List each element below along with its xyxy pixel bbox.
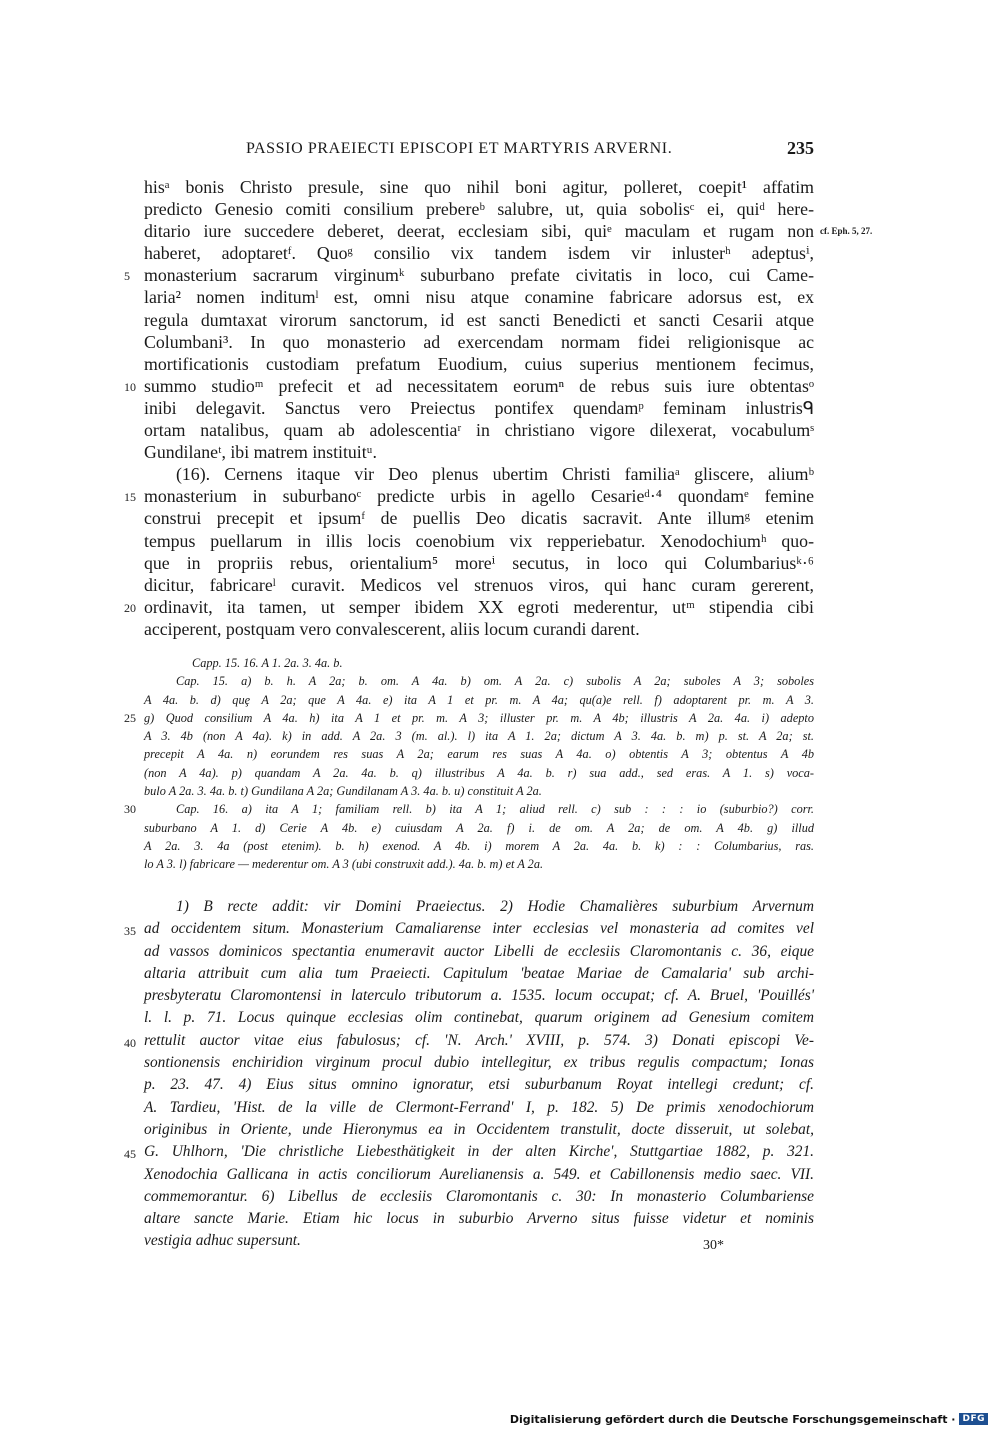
line-text: 1) B recte addit: vir Domini Praeiectus. 2) Hodie Chamalières suburbium Arvernum: [176, 898, 814, 915]
footnote-line: [144, 1007, 814, 1029]
text-line: [144, 463, 814, 485]
line-text: suburbano A 1. d) Cerie A 4b. e) cuiusdam A 2a. f) i. de om. A 2a; de om. A 4b. g) illud: [144, 820, 814, 835]
footnote-line: [144, 896, 814, 918]
line-text: g) Quod consilium A 4a. h) ita A 1 et pr. m. A 3; illuster pr. m. A 4b; illustris A 2a. 4a. i) adepto: [144, 710, 814, 725]
line-text: ad occidentem situm. Monasterium Camaliarense inter ecclesias vel monasteria ad comites vel: [144, 920, 814, 938]
line-text: laria² nomen inditumˡ est, omni nisu atque conamine fabricare adorsus est, ex: [144, 287, 814, 308]
line-text: acciperent, postquam vero convalescerent, aliis locum curandi darent.: [144, 618, 640, 639]
line-text: construi precepit et ipsumᶠ de puellis Deo dicatis sacravit. Ante illumᵍ etenim: [144, 508, 814, 529]
line-text: Cap. 16. a) ita A 1; familiam rell. b) ita A 1; aliud rell. c) sub : : : io (suburbio?) corr.: [176, 802, 814, 817]
line-text: ordinavit, ita tamen, ut semper ibidem XX egroti mederentur, utᵐ stipendia cibi: [144, 596, 814, 617]
apparatus-line: [144, 654, 814, 672]
text-line: [144, 309, 814, 331]
text-line: [144, 618, 814, 640]
line-text: ortam natalibus, quam ab adolescentiaʳ in christiano vigore dilexerat, vocabulumˢ: [144, 420, 814, 441]
line-number: 5: [124, 269, 130, 284]
line-text: l. l. p. 71. Locus quinque ecclesias olim continebat, quarum originem ad Genesium comitem: [144, 1009, 814, 1027]
signature-mark: 30*: [703, 1238, 724, 1253]
line-text: originibus in Oriente, unde Hieronymus ea in Occidentem transtulit, docte disseruit, ut solebat,: [144, 1120, 814, 1138]
line-text: ad vassos dominicos spectantia enumeravit auctor Libelli de ecclesiis Claromontanis c. 36, eique: [144, 942, 814, 960]
line-text: vestigia adhuc supersunt.: [144, 1232, 301, 1250]
text-line: [144, 441, 814, 463]
apparatus-line: [144, 691, 814, 709]
line-text: precepit A 4a. n) eorundem res suas A 2a; earum res suas A 4a. o) obtentis A 3; obtentus A 4b: [144, 747, 814, 762]
text-line: [144, 552, 814, 574]
running-title: PASSIO PRAEIECTI EPISCOPI ET MARTYRIS ARVERNI.: [246, 140, 673, 157]
line-text: p. 23. 47. 4) Eius situs omnino ignoratur, etsi suburbanum Royat intellegi credunt; cf.: [144, 1076, 814, 1094]
line-text: (16). Cernens itaque vir Deo plenus ubertim Christi familiaᵃ gliscere, aliumᵇ: [176, 464, 814, 485]
line-text: Gundilaneᵗ, ibi matrem instituitᵘ.: [144, 442, 377, 463]
line-number: 25: [124, 710, 136, 725]
footnote-line: [144, 1208, 814, 1230]
text-line: [144, 198, 814, 220]
dfg-logo: DFG: [959, 1413, 988, 1425]
apparatus-line: [144, 672, 814, 690]
line-number: 20: [124, 600, 136, 615]
line-text: ditario iure succedere deberet, deerat, ecclesiam sibi, quiᵉ maculam et rugam non: [144, 221, 814, 242]
line-text: G. Uhlhorn, 'Die christliche Liebesthätigkeit in der alten Kirche', Stuttgartiae 1882, p. 321.: [144, 1143, 814, 1161]
apparatus-line: [144, 745, 814, 763]
apparatus-line: [144, 782, 814, 800]
line-text: sontionensis enchiridion virginum procul dubio intellegitur, ex tribus regulis compactum; Ionas: [144, 1054, 814, 1072]
footnote-line: [144, 985, 814, 1007]
line-text: inibi delegavit. Sanctus vero Preiectus pontifex quendamᵖ feminam inlustrisᑫ: [144, 397, 814, 418]
line-text: haberet, adoptaretᶠ. Quoᵍ consilio vix tandem isdem vir inlusterʰ adeptusⁱ,: [144, 243, 814, 264]
main-text: [124, 176, 873, 640]
apparatus-line: [124, 709, 814, 727]
line-text: monasterium sacrarum virginumᵏ suburbano prefate civitatis in loco, cui Came-: [144, 265, 814, 286]
marginal-reference: cf. Eph. 5, 27.: [820, 226, 873, 237]
apparatus-line: [144, 764, 814, 782]
footnote-line: [144, 1119, 814, 1141]
line-text: predicto Genesio comiti consilium prebereᵇ salubre, ut, quia sobolisᶜ ei, quiᵈ here-: [144, 199, 814, 220]
text-line: [124, 596, 814, 618]
line-text: commemorantur. 6) Libellus de ecclesiis Claromontanis c. 30: In monasterio Columbariense: [144, 1187, 814, 1205]
text-line: [144, 220, 873, 242]
line-text: summo studioᵐ prefecit et ad necessitatem eorumⁿ de rebus suis iure obtentasᵒ: [144, 375, 814, 396]
apparatus-line: [144, 727, 814, 745]
credit-text: Digitalisierung gefördert durch die Deutsche Forschungsgemeinschaft ·: [509, 1412, 956, 1426]
line-text: A 4a. b. d) quȩ A 2a; que A 4a. e) ita A 1 et pr. m. A 4a; qu(a)e rell. f) adoptarent pr. m. A 3.: [144, 692, 814, 707]
text-line: [144, 242, 814, 264]
line-text: regula dumtaxat virorum sanctorum, id est sancti Benedicti et sancti Cesarii atque: [144, 309, 814, 330]
footnote-line: [144, 1164, 814, 1186]
apparatus-line: [124, 800, 814, 818]
text-line: [124, 375, 814, 397]
digitization-credit: [510, 1411, 988, 1427]
line-text: altaria attribuit cum alia tum Praeiecti. Capitulum 'beatae Mariae de Camalaria' sub archi-: [144, 964, 814, 982]
text-line: [144, 176, 814, 198]
text-line: [144, 397, 814, 419]
line-text: (non A 4a). p) quandam A 2a. 4a. b. q) illustribus A 4a. b. r) sua add., sed eras. A 1. s) voca-: [144, 765, 814, 780]
text-line: [144, 507, 814, 529]
line-text: que in propriis rebus, orientalium⁵ moreⁱ secutus, in loco qui Columbariusᵏ·⁶: [144, 552, 814, 573]
line-text: hisᵃ bonis Christo presule, sine quo nihil boni agitur, polleret, coepit¹ affatim: [144, 177, 814, 197]
text-line: [124, 264, 814, 286]
line-number: 15: [124, 490, 136, 505]
line-text: Capp. 15. 16. A 1. 2a. 3. 4a. b.: [192, 656, 343, 670]
footnote-line: [144, 963, 814, 985]
text-line: [144, 574, 814, 596]
line-number: 35: [124, 924, 136, 939]
footnote-line: [124, 1030, 814, 1052]
text-line: [144, 331, 814, 353]
line-text: Columbani³. In quo monasterio ad exercendam normam fidei religionisque ac: [144, 331, 814, 352]
apparatus-line: [144, 855, 814, 873]
line-text: Xenodochia Gallicana in actis conciliorum Aurelianensis a. 549. et Cabillonensis medio saec. VII.: [144, 1165, 814, 1183]
running-head: [144, 138, 814, 162]
line-text: altare sancte Marie. Etiam hic locus in suburbio Arverno situs fuisse videtur et nominis: [144, 1210, 814, 1228]
line-text: mortificationis custodiam prefatum Euodium, cuius superius mentionem fecimus,: [144, 353, 814, 374]
footnote-line: [144, 1074, 814, 1096]
text-line: [144, 286, 814, 308]
line-text: tempus puellarum in illis locis coenobium vix repperiebatur. Xenodochiumʰ quo-: [144, 530, 814, 551]
page-number: 235: [787, 138, 814, 158]
line-text: monasterium in suburbanoᶜ predicte urbis in agello Cesarieᵈ·⁴ quondamᵉ femine: [144, 486, 814, 507]
line-text: lo A 3. l) fabricare — mederentur om. A 3 (ubi construxit add.). 4a. b. m) et A 2a.: [144, 857, 544, 872]
footnote-line: [144, 1052, 814, 1074]
text-line: [144, 353, 814, 375]
footnote-line: [124, 918, 814, 940]
line-text: dicitur, fabricareˡ curavit. Medicos vel strenuos viros, qui hanc curam gererent,: [144, 574, 814, 595]
line-text: A 2a. 3. 4a (post etenim). b. h) exenod. A 4b. i) morem A 2a. 4a. b. k) : : Columbarius, ras.: [144, 838, 814, 853]
footnote-line: [144, 1097, 814, 1119]
line-number: 40: [124, 1035, 136, 1050]
line-text: presbyteratu Claromontensi in laterculo tributorum a. 1535. locum occupat; cf. A. Bruel, 'Pouillés': [144, 987, 814, 1005]
line-text: bulo A 2a. 3. 4a. b. t) Gundilana A 2a; Gundilanam A 3. 4a. b. u) constituit A 2a.: [144, 784, 542, 799]
apparatus-line: [144, 837, 814, 855]
line-number: 45: [124, 1147, 136, 1162]
line-text: A. Tardieu, 'Hist. de la ville de Clermont-Ferrand' I, p. 182. 5) De primis xenodochiorum: [144, 1098, 814, 1116]
footnotes: [124, 896, 814, 1253]
footnote-line: [144, 941, 814, 963]
line-number: 30: [124, 802, 136, 817]
text-line: [144, 530, 814, 552]
apparatus-line: [144, 819, 814, 837]
text-line: [144, 419, 814, 441]
critical-apparatus: [124, 654, 814, 874]
line-text: A 3. 4b (non A 4a). k) in add. A 2a. 3 (m. al.). l) ita A 1. 2a; dictum A 3. 4a. b. m) p. st. A 2a; st.: [144, 729, 814, 744]
text-line: [124, 485, 814, 507]
footnote-line: [144, 1186, 814, 1208]
line-text: Cap. 15. a) b. h. A 2a; b. om. A 4a. b) om. A 2a. c) subolis A 2a; suboles A 3; soboles: [176, 674, 814, 689]
line-text: rettulit auctor vitae eius fabulosus; cf. 'N. Arch.' XVIII, p. 574. 3) Donati episcopi Ve-: [144, 1031, 814, 1049]
line-number: 10: [124, 379, 136, 394]
footnote-line: [124, 1141, 814, 1163]
